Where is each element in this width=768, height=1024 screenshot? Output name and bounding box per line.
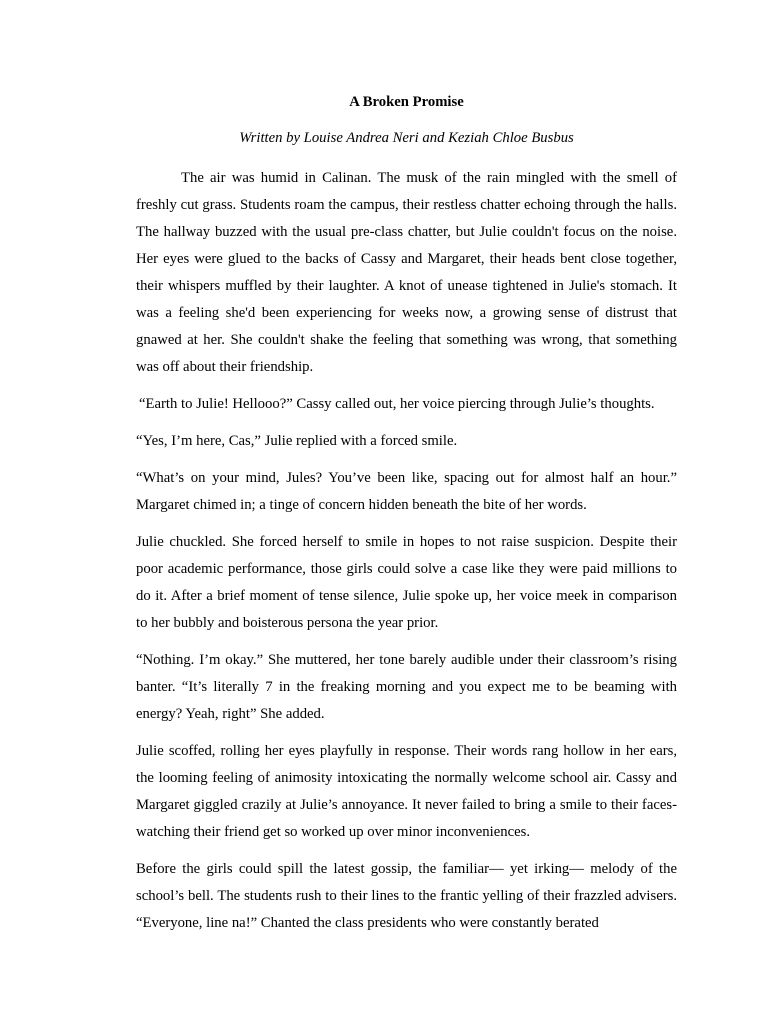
paragraph-julie-scoffed: Julie scoffed, rolling her eyes playfully in response. Their words rang hollow in her ears, the looming feeling of animosity intoxicating the normally welcome school air. Cassy and Margaret giggled crazily at Julie’s annoyance. It never failed to bring a smile to their faces-watching their friend get so worked up over minor inconveniences. xyxy=(136,743,677,840)
paragraph-yes-im-here: “Yes, I’m here, Cas,” Julie replied with a forced smile. xyxy=(136,433,458,449)
paragraph-whats-on-your-mind: “What’s on your mind, Jules? You’ve been like, spacing out for almost half an hour.” Margaret chimed in; a tinge of concern hidden beneath the bite of her words. xyxy=(136,470,677,513)
story-title: A Broken Promise xyxy=(349,94,464,110)
paragraph-earth-to-julie: “Earth to Julie! Hellooo?” Cassy called out, her voice piercing through Julie’s thoughts. xyxy=(139,396,655,412)
paragraph-julie-chuckled: Julie chuckled. She forced herself to smile in hopes to not raise suspicion. Despite their poor academic performance, those girls could solve a case like they were paid millions to do it. After a brief moment of tense silence, Julie spoke up, her voice meek in comparison to her bubbly and boisterous persona the year prior. xyxy=(136,534,677,631)
paragraph-opening: The air was humid in Calinan. The musk of the rain mingled with the smell of freshly cut grass. Students roam the campus, their restless chatter echoing through the halls. The hallway buzzed with the usual pre-class chatter, but Julie couldn't focus on the noise. Her eyes were glued to the backs of Cassy and Margaret, their heads bent close together, their whispers muffled by their laughter. A knot of unease tightened in Julie's stomach. It was a feeling she'd been experiencing for weeks now, a growing sense of distrust that gnawed at her. She couldn't shake the feeling that something was wrong, that something was off about their friendship. xyxy=(136,170,677,375)
paragraph-school-bell: Before the girls could spill the latest gossip, the familiar— yet irking— melody of the school’s bell. The students rush to their lines to the frantic yelling of their frazzled advisers. “Everyone, line na!” Chanted the class presidents who were constantly berated xyxy=(136,861,677,931)
story-byline: Written by Louise Andrea Neri and Keziah Chloe Busbus xyxy=(239,130,574,146)
paragraph-nothing-im-okay: “Nothing. I’m okay.” She muttered, her tone barely audible under their classroom’s rising banter. “It’s literally 7 in the freaking morning and you expect me to be beaming with energy? Yeah, right” She added. xyxy=(136,652,677,722)
document-page xyxy=(136,93,677,947)
